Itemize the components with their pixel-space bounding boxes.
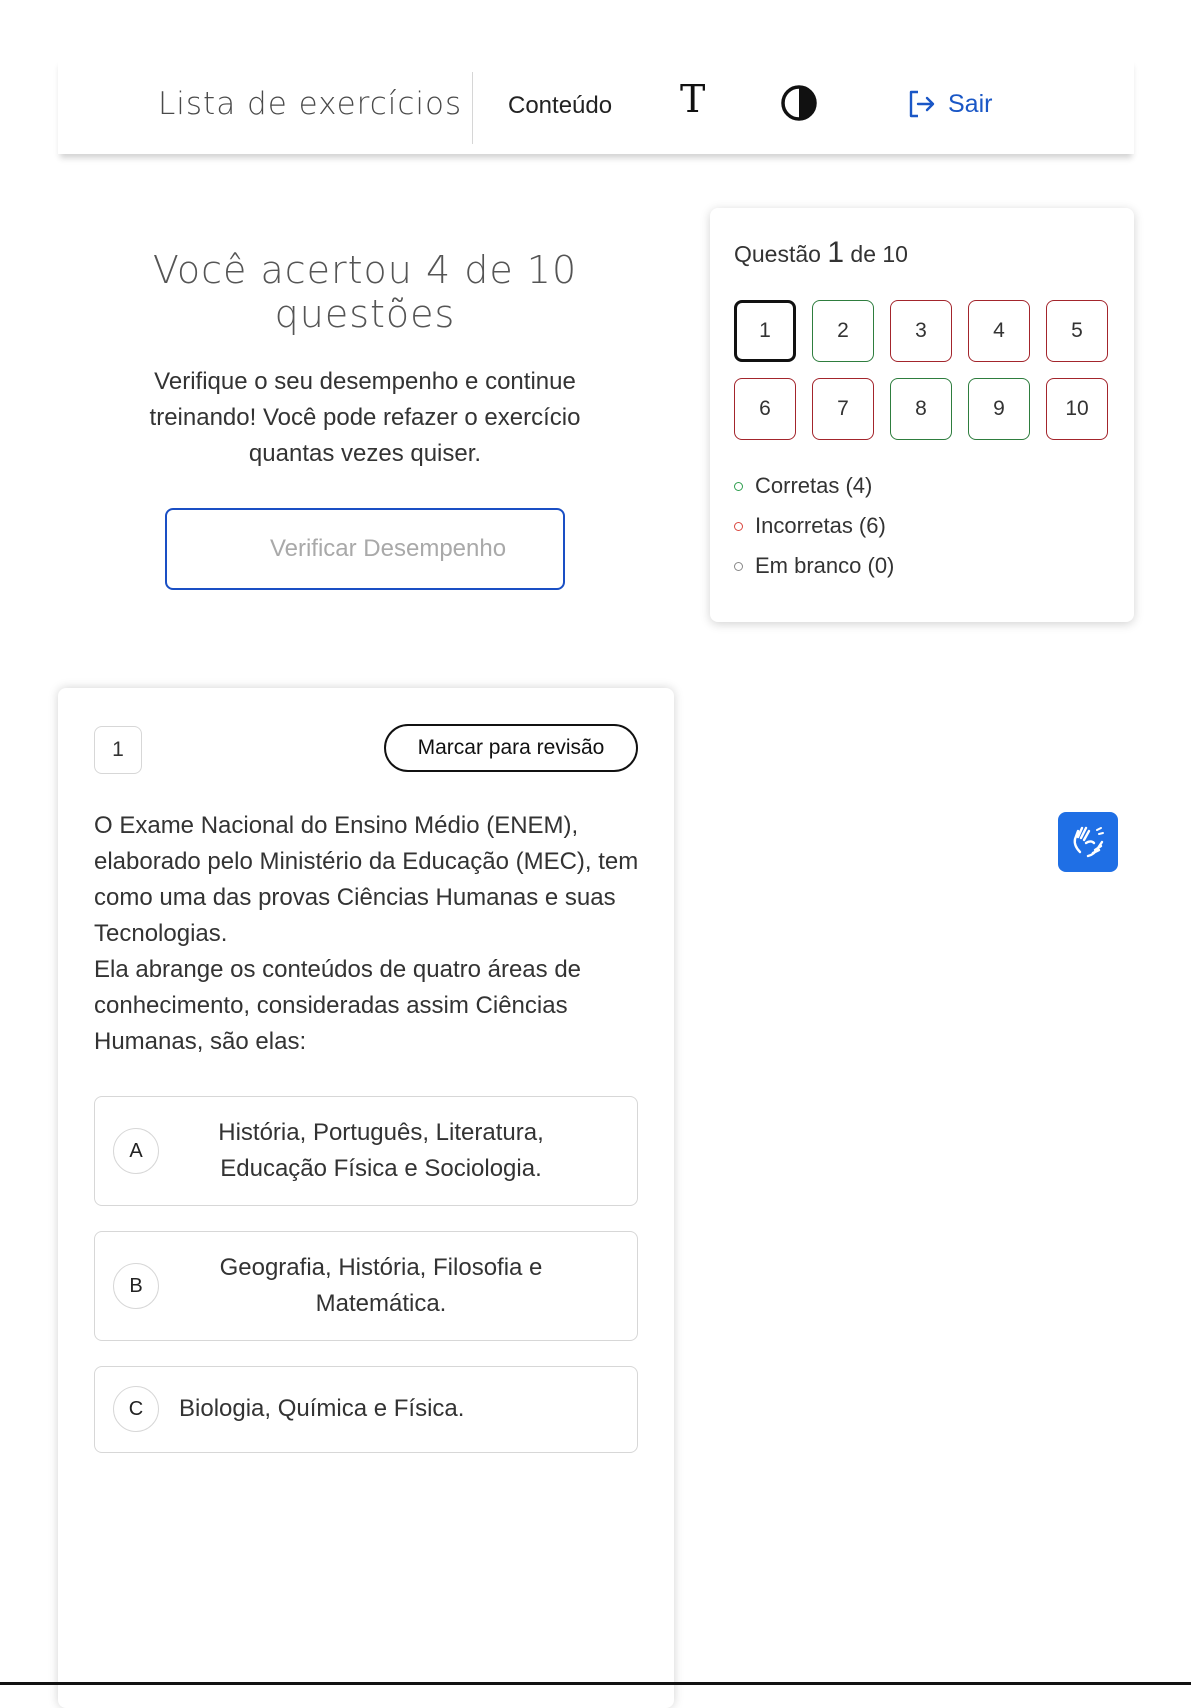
question-button[interactable]: 4 xyxy=(968,300,1030,362)
navigator-title-prefix: Questão xyxy=(734,241,821,267)
question-card xyxy=(58,688,674,1708)
option-a[interactable] xyxy=(94,1096,638,1206)
question-button[interactable]: 7 xyxy=(812,378,874,440)
question-button[interactable]: 8 xyxy=(890,378,952,440)
option-text: Biologia, Química e Física. xyxy=(179,1395,465,1422)
correct-dot-icon xyxy=(734,482,743,491)
sign-language-icon xyxy=(1068,822,1108,862)
question-text: O Exame Nacional do Ensino Médio (ENEM), elaborado pelo Ministério da Educação (MEC), tem como uma das provas Ciências Humanas e suas Tecnologias. Ela abrange os conteúdos de quatro áreas de conhecimento, consideradas assim Ciências Humanas, são elas: xyxy=(94,812,639,1055)
result-title: Você acertou 4 de 10 questões xyxy=(152,248,578,336)
navigator-title xyxy=(734,236,908,270)
font-size-button[interactable] xyxy=(680,77,706,121)
option-c[interactable] xyxy=(94,1366,638,1453)
question-button[interactable]: 2 xyxy=(812,300,874,362)
question-navigator xyxy=(710,208,1134,622)
result-subtitle: Verifique o seu desempenho e continue treinando! Você pode refazer o exercício quantas vezes quiser. xyxy=(149,368,581,467)
contrast-icon xyxy=(780,84,818,122)
status-legend xyxy=(734,466,894,586)
contrast-button[interactable] xyxy=(780,84,818,122)
text-icon: T xyxy=(680,77,706,121)
option-letter: C xyxy=(113,1386,159,1432)
question-button[interactable]: 10 xyxy=(1046,378,1108,440)
question-grid xyxy=(734,300,1108,440)
option-letter: A xyxy=(113,1128,159,1174)
question-button[interactable]: 1 xyxy=(734,300,796,362)
incorrect-dot-icon xyxy=(734,522,743,531)
question-button[interactable]: 6 xyxy=(734,378,796,440)
app-title: Lista de exercícios xyxy=(158,86,463,122)
question-button[interactable]: 9 xyxy=(968,378,1030,440)
option-b[interactable] xyxy=(94,1231,638,1341)
option-text: Geografia, História, Filosofia e Matemática. xyxy=(219,1254,543,1317)
navigator-title-suffix: de 10 xyxy=(850,241,908,267)
blank-dot-icon xyxy=(734,562,743,571)
question-button[interactable]: 3 xyxy=(890,300,952,362)
legend-blank-label: Em branco (0) xyxy=(755,553,895,578)
legend-incorrect-label: Incorretas (6) xyxy=(755,513,886,538)
logout-label: Sair xyxy=(948,89,993,118)
option-letter: B xyxy=(113,1263,159,1309)
nav-content-link[interactable]: Conteúdo xyxy=(508,92,613,119)
sign-language-button[interactable] xyxy=(1058,812,1118,872)
question-button[interactable]: 5 xyxy=(1046,300,1108,362)
verify-performance-button[interactable]: Verificar Desempenho xyxy=(165,508,565,590)
legend-correct-label: Corretas (4) xyxy=(755,473,873,498)
legend-incorrect xyxy=(734,506,894,546)
legend-correct xyxy=(734,466,894,506)
navigator-current: 1 xyxy=(827,236,845,269)
header-divider xyxy=(472,72,473,144)
top-bar xyxy=(58,58,1134,154)
question-number-badge: 1 xyxy=(94,726,142,774)
logout-icon xyxy=(906,88,938,120)
logout-button[interactable] xyxy=(906,88,992,120)
mark-for-review-button[interactable]: Marcar para revisão xyxy=(384,724,638,772)
option-text: História, Português, Literatura, Educação Física e Sociologia. xyxy=(218,1119,544,1182)
legend-blank xyxy=(734,546,894,586)
